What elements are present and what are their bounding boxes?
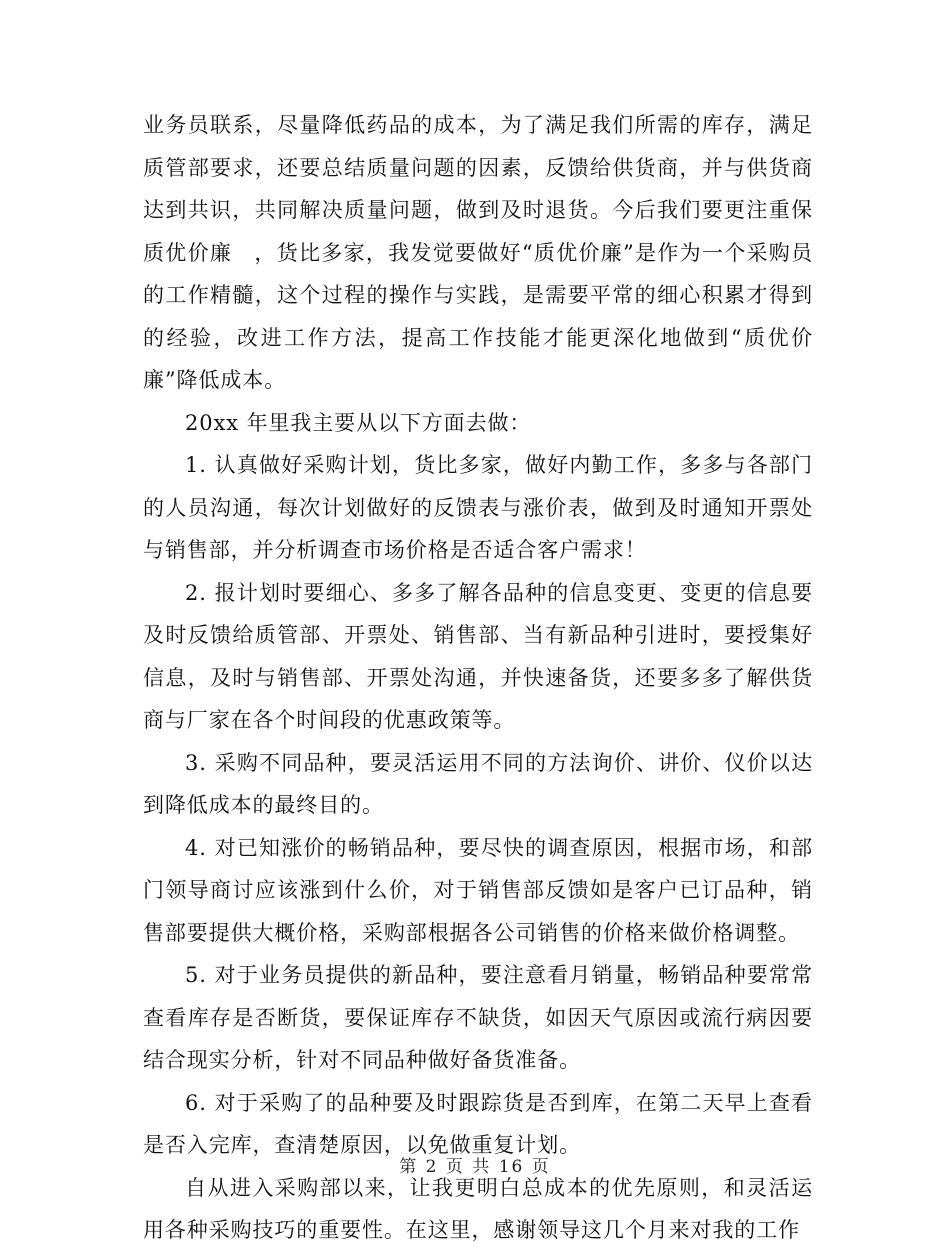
paragraph-continuation: 业务员联系，尽量降低药品的成本，为了满足我们所需的库存，满足质管部要求，还要总结质量问题的因素，反馈给供货商，并与供货商达到共识，共同解决质量问题，做到及时退货。今后我们要更注重保质优价廉 ，货比多家，我发觉要做好“质优价廉”是作为一个采购员的工作精髓，这个过程的操作与实践，是需要平常的细心积累才得到的经验，改进工作方法，提高工作技能才能更深化地做到“质优价廉”降低成本。 [143,113,813,392]
paragraph-item-1: 1. 认真做好采购计划，货比多家，做好内勤工作，多多与各部门的人员沟通，每次计划做好的反馈表与涨价表，做到及时通知开票处与销售部，并分析调查市场价格是否适合客户需求！ [143,453,813,562]
paragraph-item-5: 5. 对于业务员提供的新品种，要注意看月销量，畅销品种要常常查看库存是否断货，要保证库存不缺货，如因天气原因或流行病因要结合现实分析，针对不同品种做好备货准备。 [143,963,813,1072]
document-body [143,104,813,1252]
paragraph-intro-plan: 20xx 年里我主要从以下方面去做： [185,410,532,435]
paragraph-item-2: 2. 报计划时要细心、多多了解各品种的信息变更、变更的信息要及时反馈给质管部、开票处、销售部、当有新品种引进时，要授集好信息，及时与销售部、开票处沟通，并快速备货，还要多多了解供货商与厂家在各个时间段的优惠政策等。 [143,580,813,732]
paragraph-item-3: 3. 采购不同品种，要灵活运用不同的方法询价、讲价、仪价以达到降低成本的最终目的。 [143,750,813,817]
paragraph-item-6: 6. 对于采购了的品种要及时跟踪货是否到库，在第二天早上查看是否入完库，查清楚原因，以免做重复计划。 [143,1090,813,1157]
paragraph-item-4: 4. 对已知涨价的畅销品种，要尽快的调查原因，根据市场，和部门领导商讨应该涨到什么价，对于销售部反馈如是客户已订品种，销售部要提供大概价格，采购部根据各公司销售的价格来做价格调整。 [143,835,813,945]
paragraph-closing: 自从进入采购部以来，让我更明白总成本的优先原则，和灵活运用各种采购技巧的重要性。在这里，感谢领导这几个月来对我的工作 [143,1175,813,1242]
page-number-footer: 第 2 页 共 16 页 [399,1157,551,1177]
